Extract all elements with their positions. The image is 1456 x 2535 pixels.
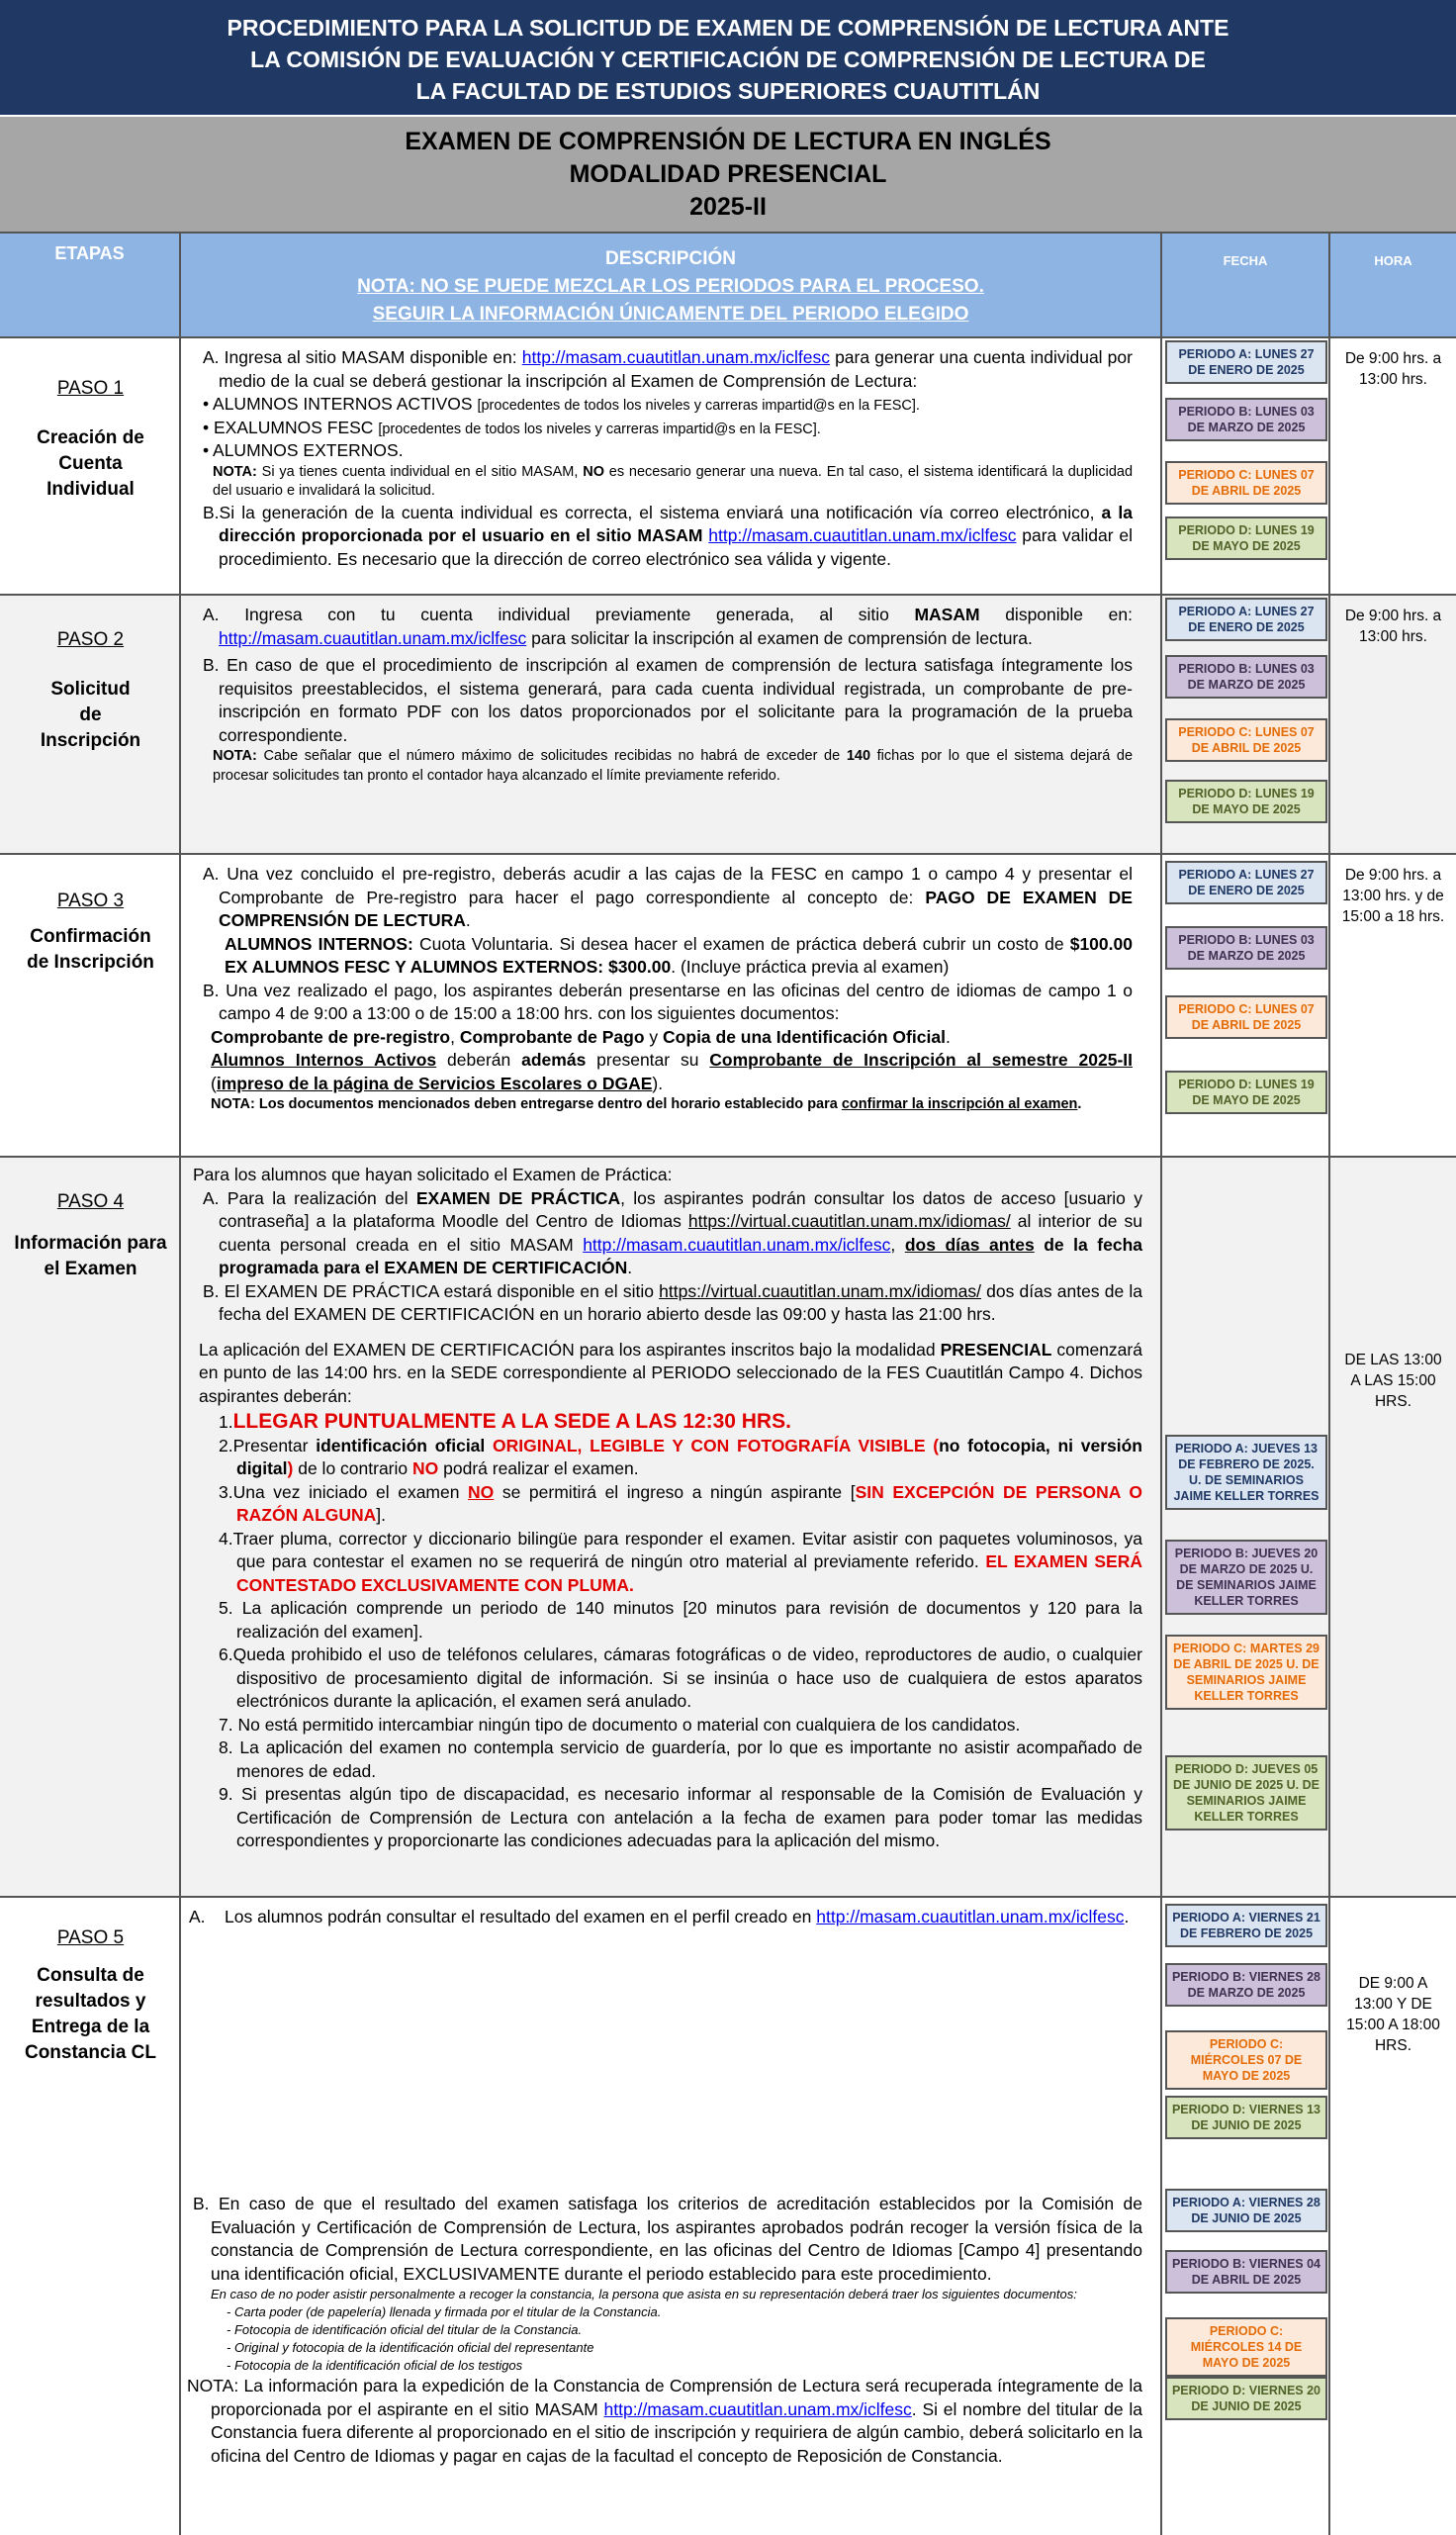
paso5-fecha-d1: PERIODO D: VIERNES 13 DE JUNIO DE 2025: [1165, 2096, 1327, 2139]
paso5-fecha-b1: PERIODO B: VIERNES 28 DE MARZO DE 2025: [1165, 1963, 1327, 2007]
header-line: LA COMISIÓN DE EVALUACIÓN Y CERTIFICACIÓN DE COMPRENSIÓN DE LECTURA DE: [250, 47, 1206, 72]
paso4-fecha-b: PERIODO B: JUEVES 20 DE MARZO DE 2025 U. DE SEMINARIOS JAIME KELLER TORRES: [1165, 1540, 1327, 1615]
paso3-hora: De 9:00 hrs. a 13:00 hrs. y de 15:00 a 18 hrs.: [1341, 867, 1445, 925]
paso4-title: Información para el Examen: [14, 1233, 167, 1279]
paso1-title: Creación de Cuenta Individual: [37, 427, 144, 500]
paso2-stage: [0, 629, 181, 754]
paso3-title: Confirmación de Inscripción: [27, 926, 154, 973]
paso5-description: A. Los alumnos podrán consultar el resultado del examen en el perfil creado en http://masam.cuautitlan.unam.mx/iclfesc.: [189, 1907, 1130, 1926]
paso3-fecha-b: PERIODO B: LUNES 03 DE MARZO DE 2025: [1165, 926, 1327, 970]
paso2-label: PASO 2: [56, 629, 125, 650]
col-descripcion-label: DESCRIPCIÓN: [605, 248, 736, 269]
paso3-row: [0, 853, 1456, 1156]
paso1-row: [0, 336, 1456, 594]
paso4-hora: DE LAS 13:00 A LAS 15:00 HRS.: [1344, 1352, 1442, 1410]
paso3-description: A. Una vez concluido el pre-registro, deberás acudir a las cajas de la FESC en campo 1 o campo 4 y presentar el Comprobante de Pre-registro para hacer el pago correspondiente al concepto de: PAGO DE EXAMEN DE COMPRENSIÓN DE LECTURA. ALUMNOS INTERNOS: Cuota Voluntaria. Si desea hacer el examen de práctica deberá cubrir un costo de $100.00 EX ALUMNOS FESC Y ALUMNOS EXTERNOS: $300.00. (Incluye práctica previa al examen) B. Una vez realizado el pago, los aspirantes deberán presentarse en las oficinas del centro de idiomas de campo 1 o campo 4 de 9:00 a 13:00 o de 15:00 a 18:00 hrs. con los siguientes documentos: Comprobante de pre-registro, Comprobante de Pago y Copia de una Identificación Oficial. Alumnos Internos Activos deberán además presentar su Comprobante de Inscripción al semestre 2025-II (impreso de la página de Servicios Escolares o DGAE). NOTA: Los documentos mencionados deben entregarse dentro del horario establecido para confirmar la inscripción al examen.: [203, 864, 1133, 1112]
paso1-fecha-c: PERIODO C: LUNES 07 DE ABRIL DE 2025: [1165, 461, 1327, 505]
paso5-fecha-c2: PERIODO C: MIÉRCOLES 14 DE MAYO DE 2025: [1165, 2317, 1327, 2377]
paso2-fecha-a: PERIODO A: LUNES 27 DE ENERO DE 2025: [1165, 598, 1327, 641]
paso1-stage: [0, 378, 181, 503]
paso5-fecha-d2: PERIODO D: VIERNES 20 DE JUNIO DE 2025: [1165, 2377, 1327, 2420]
col-etapas: ETAPAS: [0, 234, 181, 336]
paso5-hora: DE 9:00 A 13:00 Y DE 15:00 A 18:00 HRS.: [1346, 1975, 1440, 2054]
paso2-fecha-d: PERIODO D: LUNES 19 DE MAYO DE 2025: [1165, 780, 1327, 823]
paso4-fecha-d: PERIODO D: JUEVES 05 DE JUNIO DE 2025 U. DE SEMINARIOS JAIME KELLER TORRES: [1165, 1755, 1327, 1831]
paso5-title: Consulta de resultados y Entrega de la Constancia CL: [24, 1965, 157, 2063]
paso5-fecha-c1: PERIODO C: MIÉRCOLES 07 DE MAYO DE 2025: [1165, 2030, 1327, 2090]
paso1-description: A. Ingresa al sitio MASAM disponible en: http://masam.cuautitlan.unam.mx/iclfesc para generar una cuenta individual por medio de la cual se deberá gestionar la inscripción al Examen de Comprensión de Lectura: • ALUMNOS INTERNOS ACTIVOS [procedentes de todos los niveles y carreras impartid@s en la FESC]. • EXALUMNOS FESC [procedentes de todos los niveles y carreras impartid@s en la FESC]. • ALUMNOS EXTERNOS. NOTA: Si ya tienes cuenta individual en el sitio MASAM, NO es necesario generar una nueva. En tal caso, el sistema identificará la duplicidad del usuario e invalidará la solicitud. B.Si la generación de la cuenta individual es correcta, el sistema enviará una notificación vía correo electrónico, a la dirección proporcionada por el usuario en el sitio MASAM http://masam.cuautitlan.unam.mx/iclfesc para validar el procedimiento. Es necesario que la dirección de correo electrónico sea válida y vigente.: [203, 347, 1134, 569]
paso5-fecha-b2: PERIODO B: VIERNES 04 DE ABRIL DE 2025: [1165, 2250, 1327, 2294]
paso1-label: PASO 1: [56, 378, 125, 399]
paso4-description: Para los alumnos que hayan solicitado el Examen de Práctica: A. Para la realización del EXAMEN DE PRÁCTICA, los aspirantes podrán consultar los datos de acceso [usuario y contraseña] a la plataforma Moodle del Centro de Idiomas https://virtual.cuautitlan.unam.mx/idiomas/ al interior de su cuenta personal creada en el sitio MASAM http://masam.cuautitlan.unam.mx/iclfesc, dos días antes de la fecha programada para el EXAMEN DE CERTIFICACIÓN. B. El EXAMEN DE PRÁCTICA estará disponible en el sitio https://virtual.cuautitlan.unam.mx/idiomas/ dos días antes de la fecha del EXAMEN DE CERTIFICACIÓN en un horario abierto desde las 09:00 y hasta las 21:00 hrs. La aplicación del EXAMEN DE CERTIFICACIÓN para los aspirantes inscritos bajo la modalidad PRESENCIAL comenzará en punto de las 14:00 hrs. en la SEDE correspondiente al PERIODO seleccionado de la FES Cuautitlán Campo 4. Dichos aspirantes deberán: 1.LLEGAR PUNTUALMENTE A LA SEDE A LAS 12:30 HRS. 2.Presentar identificación oficial ORIGINAL, LEGIBLE Y CON FOTOGRAFÍA VISIBLE (no fotocopia, ni versión digital) de lo contrario NO podrá realizar el examen. 3.Una vez iniciado el examen NO se permitirá el ingreso a ningún aspirante [SIN EXCEPCIÓN DE PERSONA O RAZÓN ALGUNA]. 4.Traer pluma, corrector y diccionario bilingüe para responder el examen. Evitar asistir con paquetes voluminosos, ya que para contestar el examen no se requerirá de ningún otro material al previamente referido. EL EXAMEN SERÁ CONTESTADO EXCLUSIVAMENTE CON PLUMA. 5. La aplicación comprende un periodo de 140 minutos [20 minutos para revisión de documentos y 120 para la realización del examen]. 6.Queda prohibido el uso de teléfonos celulares, cámaras fotográficas o de video, reproductores de audio, o cualquier dispositivo de procesamiento digital de información. Si se insinúa o hace uso de cualquiera de estos aparatos electrónicos durante la aplicación, el examen será anulado. 7. No está permitido intercambiar ningún tipo de documento o material con cualquiera de los candidatos. 8. La aplicación del examen no contempla servicio de guardería, por lo que es importante no asistir acompañado de menores de edad. 9. Si presentas algún tipo de discapacidad, es necesario informar al responsable de la Comisión de Evaluación y Certificación de Comprensión de Lectura con antelación a la fecha de examen para poder tomar las medidas correspondientes y proporcionarte las condiciones adecuadas para la aplicación del mismo.: [193, 1165, 1143, 1850]
paso3-stage: [0, 891, 181, 976]
header-line: PROCEDIMIENTO PARA LA SOLICITUD DE EXAMEN DE COMPRENSIÓN DE LECTURA ANTE: [227, 15, 1229, 41]
col-fecha: FECHA: [1162, 234, 1330, 336]
masam-link[interactable]: http://masam.cuautitlan.unam.mx/iclfesc: [708, 525, 1017, 545]
paso5-label: PASO 5: [56, 1927, 125, 1948]
masam-link[interactable]: http://masam.cuautitlan.unam.mx/iclfesc: [603, 2398, 912, 2419]
sub-header: [0, 117, 1456, 234]
col-descripcion: [181, 234, 1162, 336]
paso5-row: [0, 1896, 1456, 2535]
paso2-row: [0, 594, 1456, 853]
paso5-description-b: B. En caso de que el resultado del examen satisfaga los criterios de acreditación establecidos por la Comisión de Evaluación y Certificación de Comprensión de Lectura, los aspirantes aprobados podrán recoger la versión física de la constancia de Comprensión de Lectura correspondiente, en las oficinas del Centro de Idiomas [Campo 4] presentando una identificación oficial, EXCLUSIVAMENTE durante el periodo establecido para este procedimiento. En caso de no poder asistir personalmente a recoger la constancia, la persona que asista en su representación deberá traer los siguientes documentos: - Carta poder (de papelería) llenada y firmada por el titular de la Constancia. - Fotocopia de identificación oficial del titular de la Constancia. - Original y fotocopia de la identificación oficial del representante - Fotocopia de la identificación oficial de los testigos NOTA: La información para la expedición de la Constancia de Comprensión de Lectura será recuperada íntegramente de la proporcionada por el aspirante en el sitio MASAM http://masam.cuautitlan.unam.mx/iclfesc. Si el nombre del titular de la Constancia fuera diferente al proporcionado en el sitio de inscripción y requiriera de algún cambio, deberá solicitarlo en la oficina del Centro de Idiomas y pagar en cajas de la facultad el concepto de Reposición de Constancia.: [187, 2194, 1142, 2466]
paso3-fecha-d: PERIODO D: LUNES 19 DE MAYO DE 2025: [1165, 1071, 1327, 1114]
paso2-title: Solicitud de Inscripción: [40, 679, 141, 751]
paso5-stage: [0, 1927, 181, 2066]
paso4-fecha-c: PERIODO C: MARTES 29 DE ABRIL DE 2025 U. DE SEMINARIOS JAIME KELLER TORRES: [1165, 1635, 1327, 1710]
main-header: [0, 0, 1456, 115]
paso3-fecha-c: PERIODO C: LUNES 07 DE ABRIL DE 2025: [1165, 995, 1327, 1039]
subtitle-line: EXAMEN DE COMPRENSIÓN DE LECTURA EN INGLÉS: [405, 128, 1051, 155]
header-line: LA FACULTAD DE ESTUDIOS SUPERIORES CUAUTITLÁN: [415, 78, 1041, 104]
col-hora: HORA: [1330, 234, 1456, 336]
paso5-doc: - Original y fotocopia de la identificación oficial del representante: [227, 2340, 594, 2355]
subtitle-line: 2025-II: [689, 193, 767, 221]
paso4-stage: [0, 1191, 181, 1282]
paso5-fecha-a1: PERIODO A: VIERNES 21 DE FEBRERO DE 2025: [1165, 1904, 1327, 1947]
paso3-label: PASO 3: [56, 891, 125, 911]
col-nota: NOTA: NO SE PUEDE MEZCLAR LOS PERIODOS PARA EL PROCESO. SEGUIR LA INFORMACIÓN ÚNICAMENTE DEL PERIODO ELEGIDO: [357, 276, 984, 325]
paso1-fecha-d: PERIODO D: LUNES 19 DE MAYO DE 2025: [1165, 516, 1327, 560]
masam-link[interactable]: http://masam.cuautitlan.unam.mx/iclfesc: [521, 347, 830, 367]
paso5-doc: - Fotocopia de identificación oficial del titular de la Constancia.: [227, 2322, 583, 2337]
masam-link[interactable]: http://masam.cuautitlan.unam.mx/iclfesc: [816, 1907, 1125, 1926]
subtitle-line: MODALIDAD PRESENCIAL: [569, 160, 887, 188]
paso2-hora: De 9:00 hrs. a 13:00 hrs.: [1344, 608, 1442, 645]
paso5-fecha-a2: PERIODO A: VIERNES 28 DE JUNIO DE 2025: [1165, 2189, 1327, 2232]
paso4-row: [0, 1156, 1456, 1896]
paso1-hora: De 9:00 hrs. a 13:00 hrs.: [1344, 350, 1442, 388]
paso2-fecha-c: PERIODO C: LUNES 07 DE ABRIL DE 2025: [1165, 718, 1327, 762]
paso4-label: PASO 4: [56, 1191, 125, 1212]
paso1-fecha-a: PERIODO A: LUNES 27 DE ENERO DE 2025: [1165, 340, 1327, 384]
masam-link[interactable]: http://masam.cuautitlan.unam.mx/iclfesc: [219, 627, 527, 648]
paso4-fecha-a: PERIODO A: JUEVES 13 DE FEBRERO DE 2025. U. DE SEMINARIOS JAIME KELLER TORRES: [1165, 1435, 1327, 1510]
paso5-doc: - Fotocopia de la identificación oficial de los testigos: [227, 2358, 523, 2373]
paso3-fecha-a: PERIODO A: LUNES 27 DE ENERO DE 2025: [1165, 861, 1327, 904]
masam-link[interactable]: http://masam.cuautitlan.unam.mx/iclfesc: [583, 1234, 891, 1255]
paso1-fecha-b: PERIODO B: LUNES 03 DE MARZO DE 2025: [1165, 398, 1327, 441]
paso5-doc: - Carta poder (de papelería) llenada y firmada por el titular de la Constancia.: [227, 2304, 662, 2319]
paso2-description: A. Ingresa con tu cuenta individual previamente generada, al sitio MASAM disponible en: http://masam.cuautitlan.unam.mx/iclfesc para solicitar la inscripción al examen de comprensión de lectura. B. En caso de que el procedimiento de inscripción al examen de comprensión de lectura satisfaga íntegramente los requisitos preestablecidos, el sistema generará, para cada cuenta individual registrada, un comprobante de pre-inscripción en formato PDF con los datos proporcionados por el solicitante para la programación de la prueba correspondiente. NOTA: Cabe señalar que el número máximo de solicitudes recibidas no habrá de exceder de 140 fichas por lo que el sistema dejará de procesar solicitudes tan pronto el contador haya alcanzado el límite previamente referido.: [203, 605, 1134, 784]
idiomas-link[interactable]: https://virtual.cuautitlan.unam.mx/idiomas/: [687, 1211, 1011, 1231]
paso2-fecha-b: PERIODO B: LUNES 03 DE MARZO DE 2025: [1165, 655, 1327, 699]
idiomas-link[interactable]: https://virtual.cuautitlan.unam.mx/idiomas/: [659, 1280, 981, 1301]
